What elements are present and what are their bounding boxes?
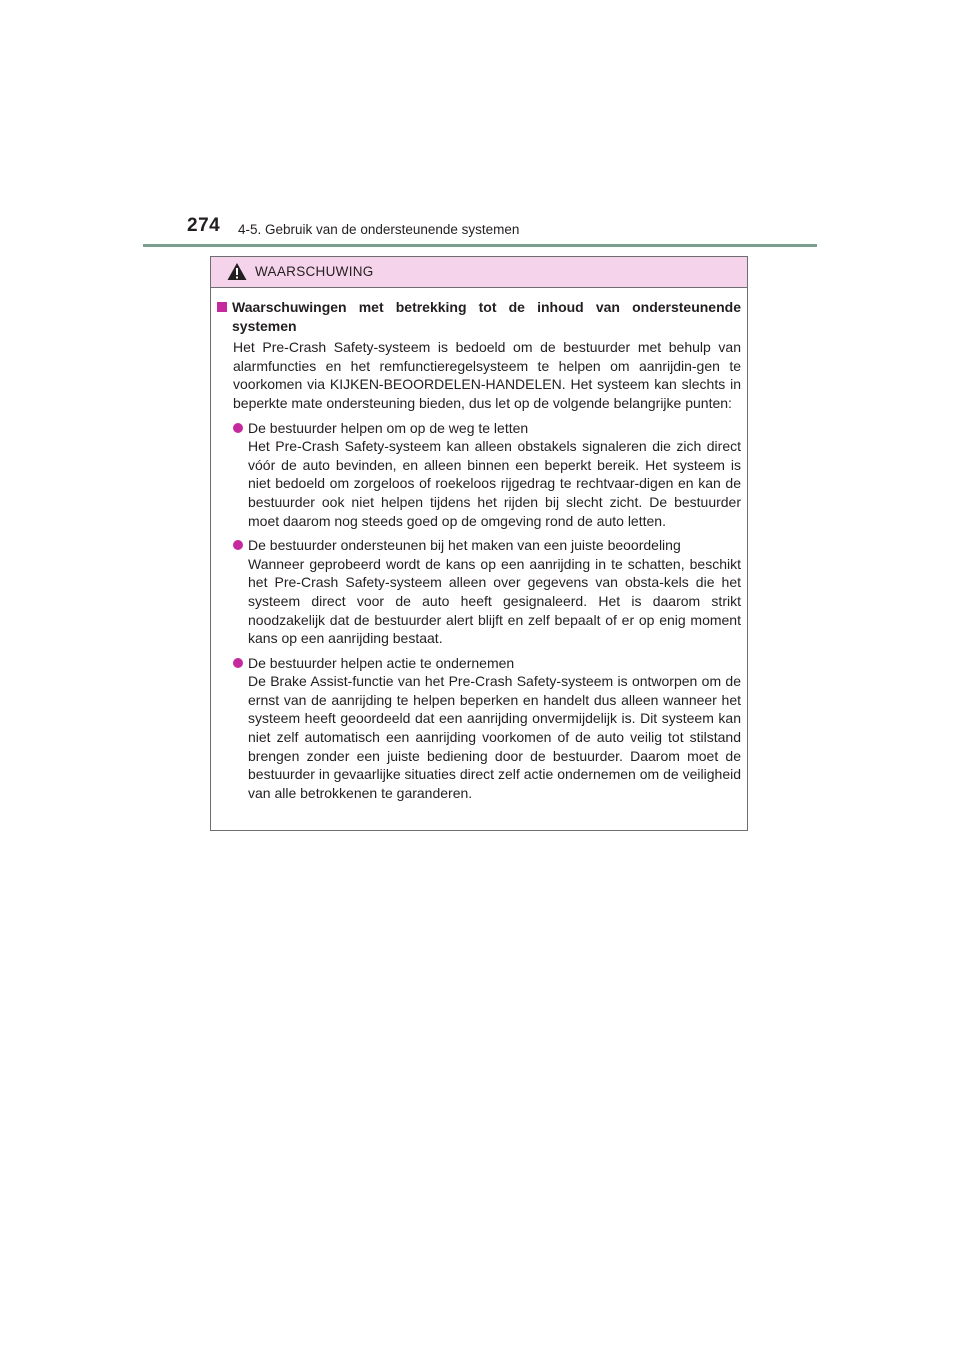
list-item-heading: De bestuurder helpen actie te ondernemen xyxy=(248,654,515,671)
circle-bullet-icon xyxy=(233,540,243,550)
warning-intro: Het Pre-Crash Safety-systeem is bedoeld om de bestuurder met behulp van alarmfuncties en het remfunctieregelsysteem te helpen om aanrijdin-gen te voorkomen via KIJKEN-BEOORDELEN-HANDELEN. Het systeem kan slechts in beperkte mate ondersteuning bieden, dus let op de volgende belangrijke punten: xyxy=(233,339,741,411)
list-item-text: Het Pre-Crash Safety-systeem kan alleen obstakels signaleren die zich direct vóór de auto bevinden, en alleen binnen een beperkt bereik. Het systeem is niet bedoeld om zorgeloos of roekeloos rijgedrag te rechtvaar-digen en kan de bestuurder ook niet helpen tijdens het rijden bij slecht zicht. De bestuurder moet daarom nog steeds goed op de omgeving rond de auto letten. xyxy=(248,438,741,529)
warning-body xyxy=(211,288,747,802)
list-item xyxy=(233,536,741,648)
list-item xyxy=(233,654,741,803)
list-item-heading: De bestuurder ondersteunen bij het maken van een juiste beoordeling xyxy=(248,537,681,554)
list-item-text: De Brake Assist-functie van het Pre-Crash Safety-systeem is ontworpen om de ernst van de aanrijding te helpen beperken en handelt dus alleen wanneer het systeem heeft geoordeeld dat een aanrijding onvermijdelijk is. Dit systeem kan niet zelf automatisch een aanrijding voorkomen of de auto veilig tot stilstand brengen zonder een juiste bediening door de bestuurder. Daarom moet de bestuurder in gevaarlijke situaties direct zelf actie ondernemen om de veiligheid van alle betrokkenen te garanderen. xyxy=(248,673,741,801)
page-header xyxy=(187,213,817,243)
warning-header xyxy=(211,257,747,288)
header-divider xyxy=(143,244,817,247)
section-title: 4-5. Gebruik van de ondersteunende systemen xyxy=(238,222,520,237)
page-number: 274 xyxy=(187,215,221,236)
list-item-text: Wanneer geprobeerd wordt de kans op een aanrijding in te schatten, beschikt het Pre-Crash Safety-systeem alleen over gegevens van obsta-kels die het systeem direct voor de auto heeft gesignaleerd. Het is daarom strikt noodzakelijk dat de bestuurder alert blijft en zelf bepaalt of er op enig moment kans op een aanrijding bestaat. xyxy=(248,555,741,647)
circle-bullet-icon xyxy=(233,423,243,433)
list-item xyxy=(233,419,741,531)
circle-bullet-icon xyxy=(233,658,243,668)
list-item-heading: De bestuurder helpen om op de weg te letten xyxy=(248,419,529,436)
warning-box xyxy=(210,256,748,831)
list-item-content xyxy=(248,536,741,648)
warning-label: WAARSCHUWING xyxy=(255,264,374,279)
list-item-content xyxy=(248,419,741,531)
warning-topic xyxy=(216,298,741,335)
square-bullet-icon xyxy=(217,302,227,312)
warning-topic-text: Waarschuwingen met betrekking tot de inhoud van ondersteunende systemen xyxy=(232,299,741,334)
warning-triangle-icon xyxy=(227,262,247,281)
list-item-content xyxy=(248,654,741,803)
